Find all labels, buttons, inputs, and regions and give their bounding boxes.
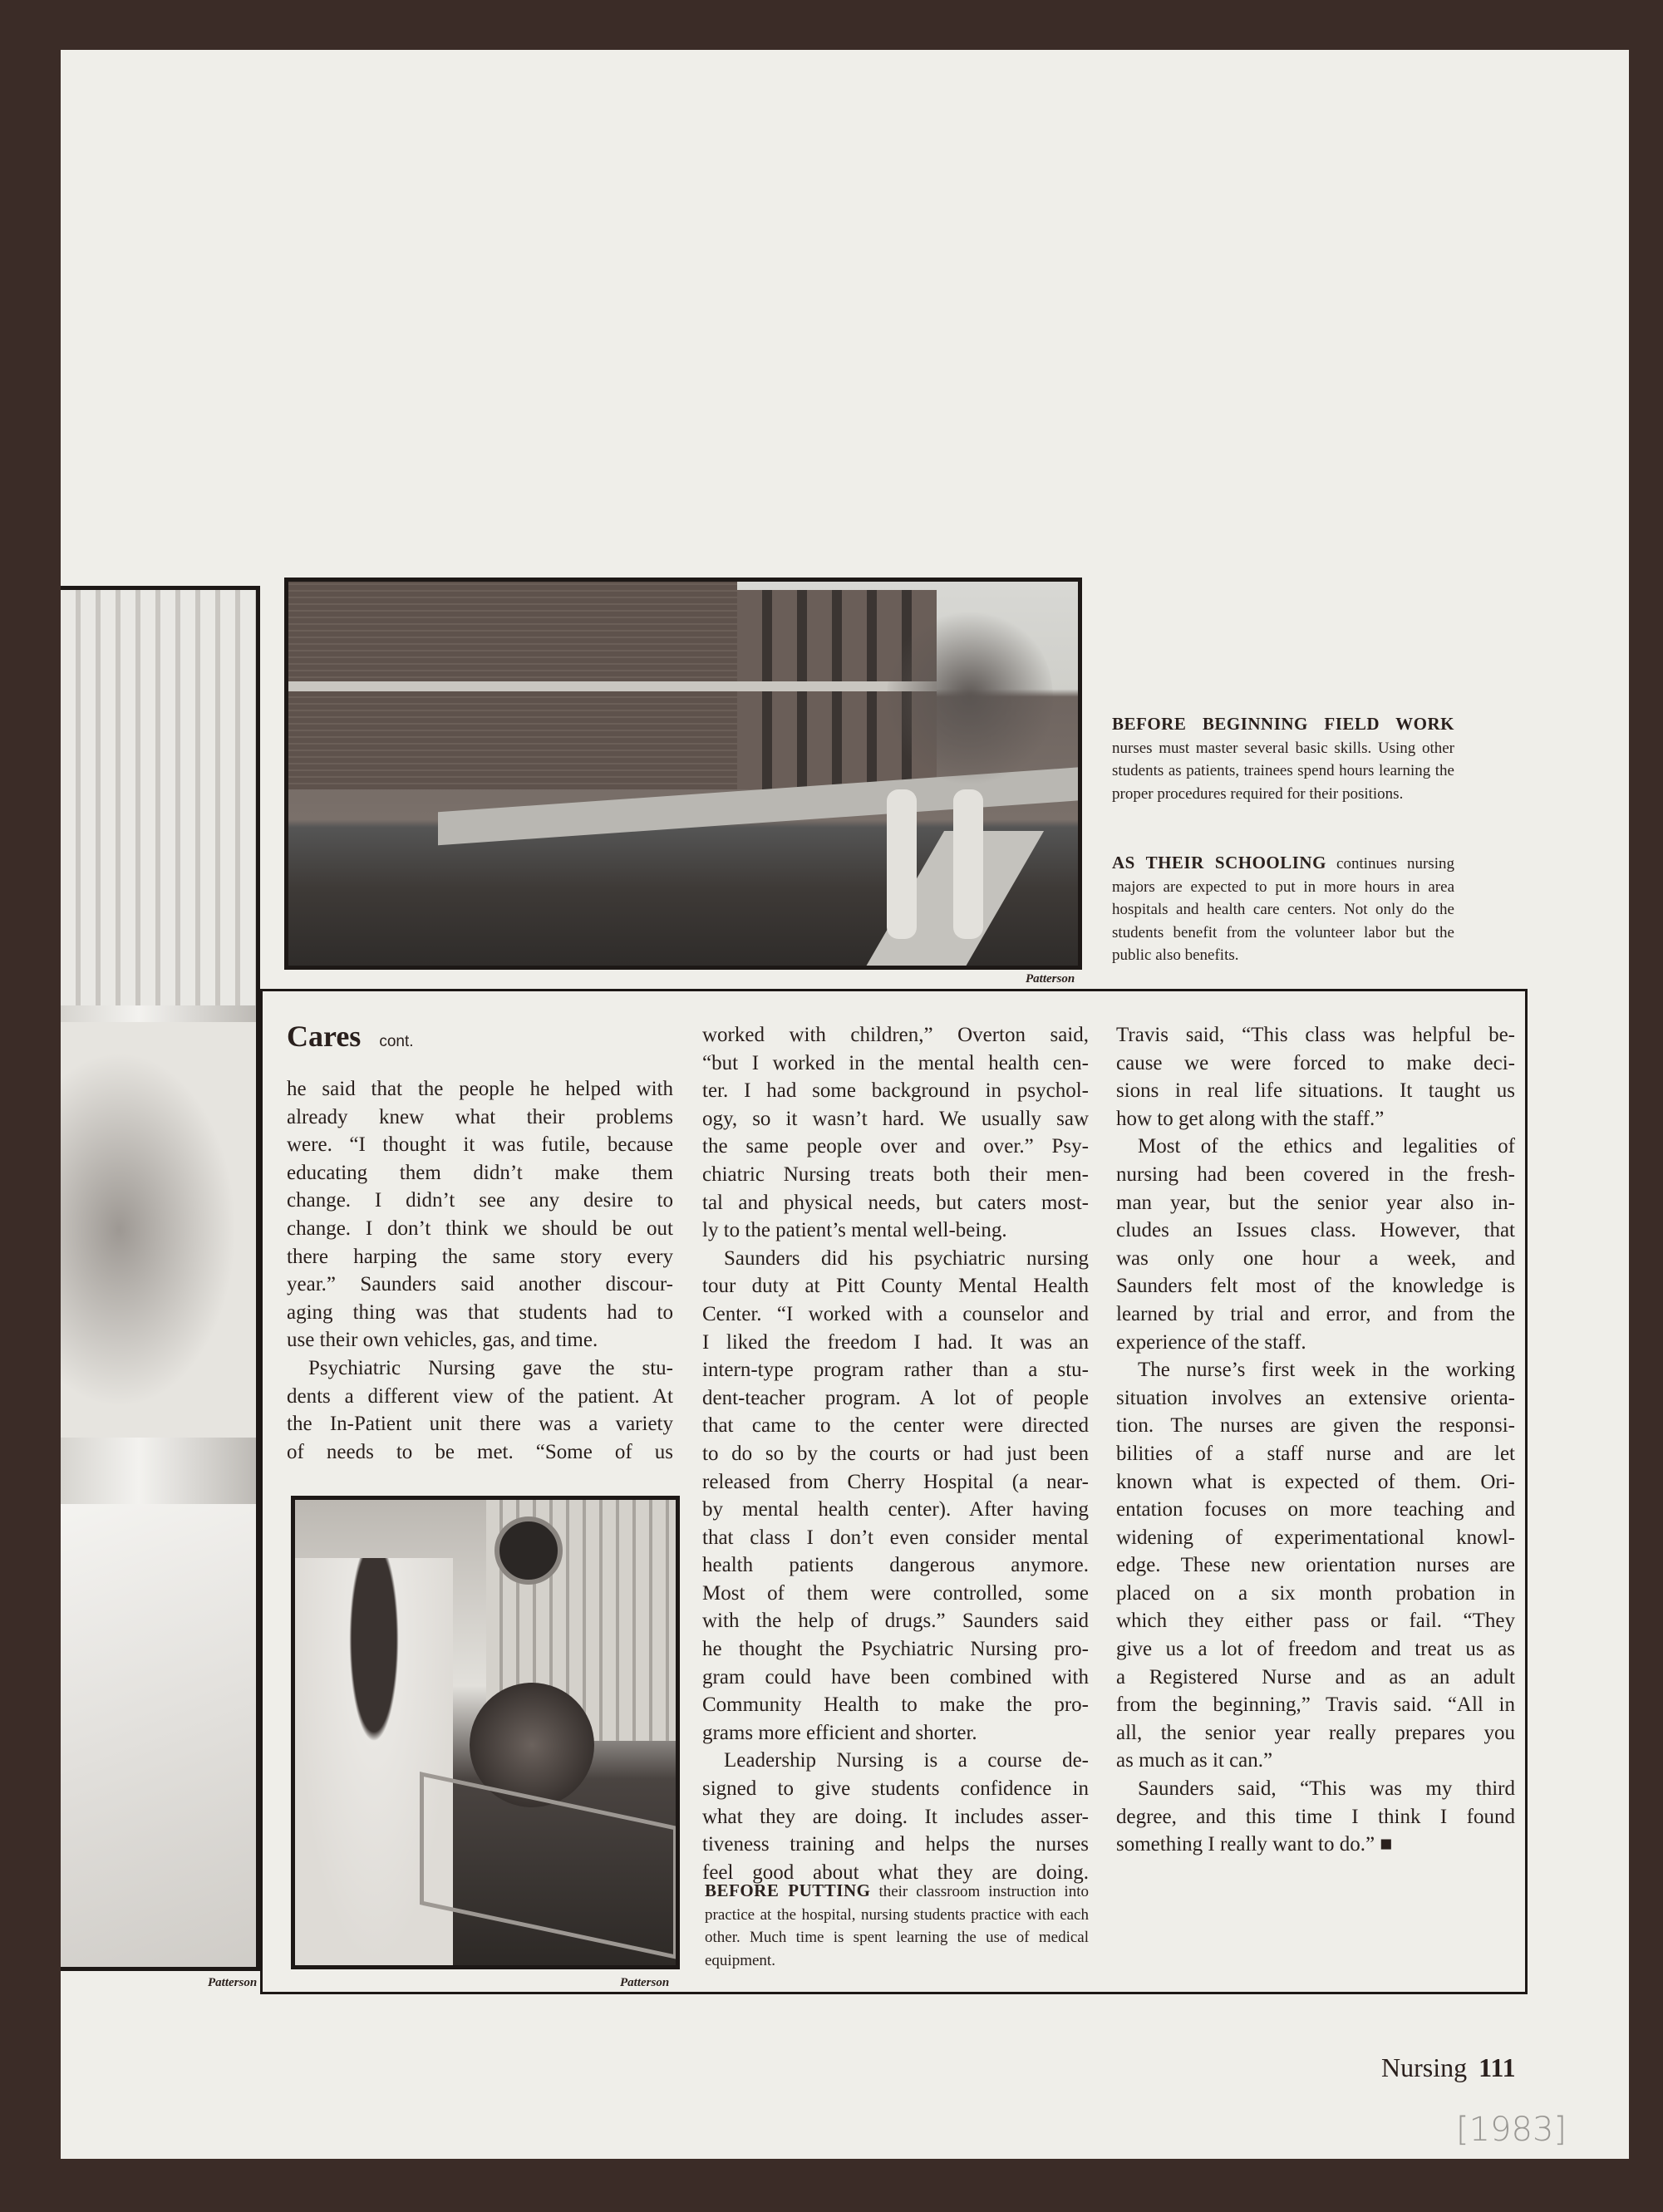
text-line: bilities of a staff nurse and are let: [1116, 1442, 1515, 1465]
text-line: tion. The nurses are given the responsi-: [1116, 1414, 1515, 1438]
text-line: edge. These new orientation nurses are: [1116, 1554, 1515, 1577]
text-line: of needs to be met. “Some of us: [287, 1440, 673, 1463]
text-line: degree, and this time I think I found: [1116, 1805, 1515, 1828]
text-line: tal and physical needs, but caters most-: [702, 1191, 1089, 1214]
text-line: health patients dangerous anymore.: [702, 1554, 1089, 1577]
text-line: Psychiatric Nursing gave the stu-: [308, 1356, 673, 1379]
text-line: was only one hour a week, and: [1116, 1246, 1515, 1270]
text-line: placed on a six month probation in: [1116, 1581, 1515, 1605]
text-line: a Registered Nurse and as an adult: [1116, 1665, 1515, 1688]
text-line: that class I don’t even consider mental: [702, 1526, 1089, 1549]
page-number: 111: [1478, 2052, 1516, 2082]
text-line: ter. I had some background in psychol-: [702, 1079, 1089, 1103]
text-line: Community Health to make the pro-: [702, 1693, 1089, 1717]
text-line: educating them didn’t make them: [287, 1161, 673, 1184]
text-line: I liked the freedom I had. It was an: [702, 1330, 1089, 1354]
text-line: entation focuses on more teaching and: [1116, 1498, 1515, 1521]
text-line: the same people over and over.” Psy-: [702, 1135, 1089, 1158]
text-line: all, the senior year really prepares you: [1116, 1721, 1515, 1744]
section-name: Nursing: [1381, 2052, 1468, 2082]
text-line: nursing had been covered in the fresh-: [1116, 1163, 1515, 1186]
text-line: Saunders felt most of the knowledge is: [1116, 1275, 1515, 1298]
caption-text: their classroom instruction into practice at the hospital, nursing students practice with each other. Much time is spent learning the use of medical equipment.: [705, 1883, 1089, 1969]
text-line: he said that the people he helped with: [287, 1078, 673, 1100]
text-line: sions in real life situations. It taught us: [1116, 1079, 1515, 1103]
text-line: which they either pass or fail. “They: [1116, 1610, 1515, 1633]
text-line: dents a different view of the patient. At: [287, 1384, 673, 1408]
text-line: what they are doing. It includes asser-: [702, 1805, 1089, 1828]
text-line: were. “I thought it was futile, because: [287, 1133, 673, 1157]
text-line: Saunders did his psychiatric nursing: [724, 1246, 1089, 1270]
text-line: the In-Patient unit there was a variety: [287, 1413, 673, 1436]
text-line: The nurse’s first week in the working: [1138, 1359, 1515, 1382]
page-footer: [1381, 2052, 1516, 2083]
text-line: how to get along with the staff.”: [1116, 1107, 1385, 1130]
text-line: Saunders said, “This was my third: [1138, 1777, 1515, 1801]
text-line: worked with children,” Overton said,: [702, 1024, 1089, 1046]
text-line: Most of them were controlled, some: [702, 1581, 1089, 1605]
photo-credit: Patterson: [620, 1976, 670, 1989]
text-line: to do so by the courts or had just been: [702, 1442, 1089, 1465]
text-line: known what is expected of them. Ori-: [1116, 1470, 1515, 1493]
text-line: year.” Saunders said another discour-: [287, 1273, 673, 1296]
text-line: widening of experimentational knowl-: [1116, 1526, 1515, 1549]
article-column-2: [702, 1021, 1089, 1886]
text-line: tour duty at Pitt County Mental Health: [702, 1275, 1089, 1298]
text-line: intern-type program rather than a stu-: [702, 1359, 1089, 1382]
text-line: with the help of drugs.” Saunders said: [702, 1610, 1089, 1633]
text-line: feel good about what they are doing.: [702, 1861, 1089, 1884]
title-suffix: cont.: [379, 1033, 414, 1050]
text-line: change. I didn’t see any desire to: [287, 1189, 673, 1212]
text-line: tiveness training and helps the nurses: [702, 1833, 1089, 1856]
text-line: learned by trial and error, and from the: [1116, 1302, 1515, 1325]
text-line: experience of the staff.: [1116, 1330, 1306, 1354]
photo-credit: Patterson: [208, 1976, 258, 1989]
handwritten-year: [1983]: [1456, 2111, 1567, 2149]
building-photo: [284, 578, 1082, 970]
text-line: Center. “I worked with a counselor and: [702, 1302, 1089, 1325]
text-line: use their own vehicles, gas, and time.: [287, 1329, 598, 1352]
caption-lead: AS THEIR SCHOOLING: [1112, 853, 1326, 873]
text-line: grams more efficient and shorter.: [702, 1721, 977, 1744]
text-line: man year, but the senior year also in-: [1116, 1191, 1515, 1214]
text-line: already knew what their problems: [287, 1105, 673, 1128]
text-line: from the beginning,” Travis said. “All in: [1116, 1693, 1515, 1717]
classroom-practice-photo: [291, 1496, 680, 1969]
caption-before-putting: [705, 1880, 1089, 1972]
text-line: give us a lot of freedom and treat us as: [1116, 1638, 1515, 1661]
text-line: “but I worked in the mental health cen-: [702, 1051, 1089, 1074]
article-column-1: [287, 1075, 673, 1466]
text-line: that came to the center were directed: [702, 1414, 1089, 1438]
text-line: by mental health center). After having: [702, 1498, 1089, 1521]
text-line: something I really want to do.” ■: [1116, 1833, 1393, 1856]
caption-lead: BEFORE PUTTING: [705, 1880, 871, 1900]
caption-field-work: [1112, 713, 1454, 805]
caption-schooling: [1112, 852, 1454, 967]
text-line: gram could have been combined with: [702, 1665, 1089, 1688]
text-line: cludes an Issues class. However, that: [1116, 1219, 1515, 1242]
text-line: ly to the patient’s mental well-being.: [702, 1219, 1007, 1242]
text-line: as much as it can.”: [1116, 1749, 1273, 1772]
photo-credit: Patterson: [1026, 972, 1075, 986]
text-line: dent-teacher program. A lot of people: [702, 1386, 1089, 1409]
text-line: Leadership Nursing is a course de-: [724, 1749, 1089, 1772]
article-column-3: [1116, 1021, 1515, 1859]
text-line: there harping the same story every: [287, 1245, 673, 1268]
article-title: [287, 1019, 414, 1054]
caption-text: continues nursing majors are expected to put in more hours in area hospitals and health care centers. Not only do the students benefit from the volunteer labor but the public also benefits.: [1112, 855, 1454, 964]
text-line: signed to give students confidence in: [702, 1777, 1089, 1801]
text-line: Travis said, “This class was helpful be-: [1116, 1024, 1515, 1046]
text-line: chiatric Nursing treats both their men-: [702, 1163, 1089, 1186]
title: Cares: [287, 1020, 362, 1053]
caption-text: nurses must master several basic skills. Using other students as patients, trainees spend hours learning the proper procedures required for their positions.: [1112, 739, 1454, 803]
text-line: aging thing was that students had to: [287, 1300, 673, 1324]
text-line: he thought the Psychiatric Nursing pro-: [702, 1638, 1089, 1661]
text-line: change. I don’t think we should be out: [287, 1217, 673, 1240]
nurse-closeup-photo: [61, 586, 260, 1971]
text-line: released from Cherry Hospital (a near-: [702, 1470, 1089, 1493]
text-line: ogy, so it wasn’t hard. We usually saw: [702, 1107, 1089, 1130]
caption-lead: BEFORE BEGINNING FIELD WORK: [1112, 714, 1454, 734]
text-line: situation involves an extensive orienta-: [1116, 1386, 1515, 1409]
text-line: Most of the ethics and legalities of: [1138, 1135, 1515, 1158]
text-line: cause we were forced to make deci-: [1116, 1051, 1515, 1074]
